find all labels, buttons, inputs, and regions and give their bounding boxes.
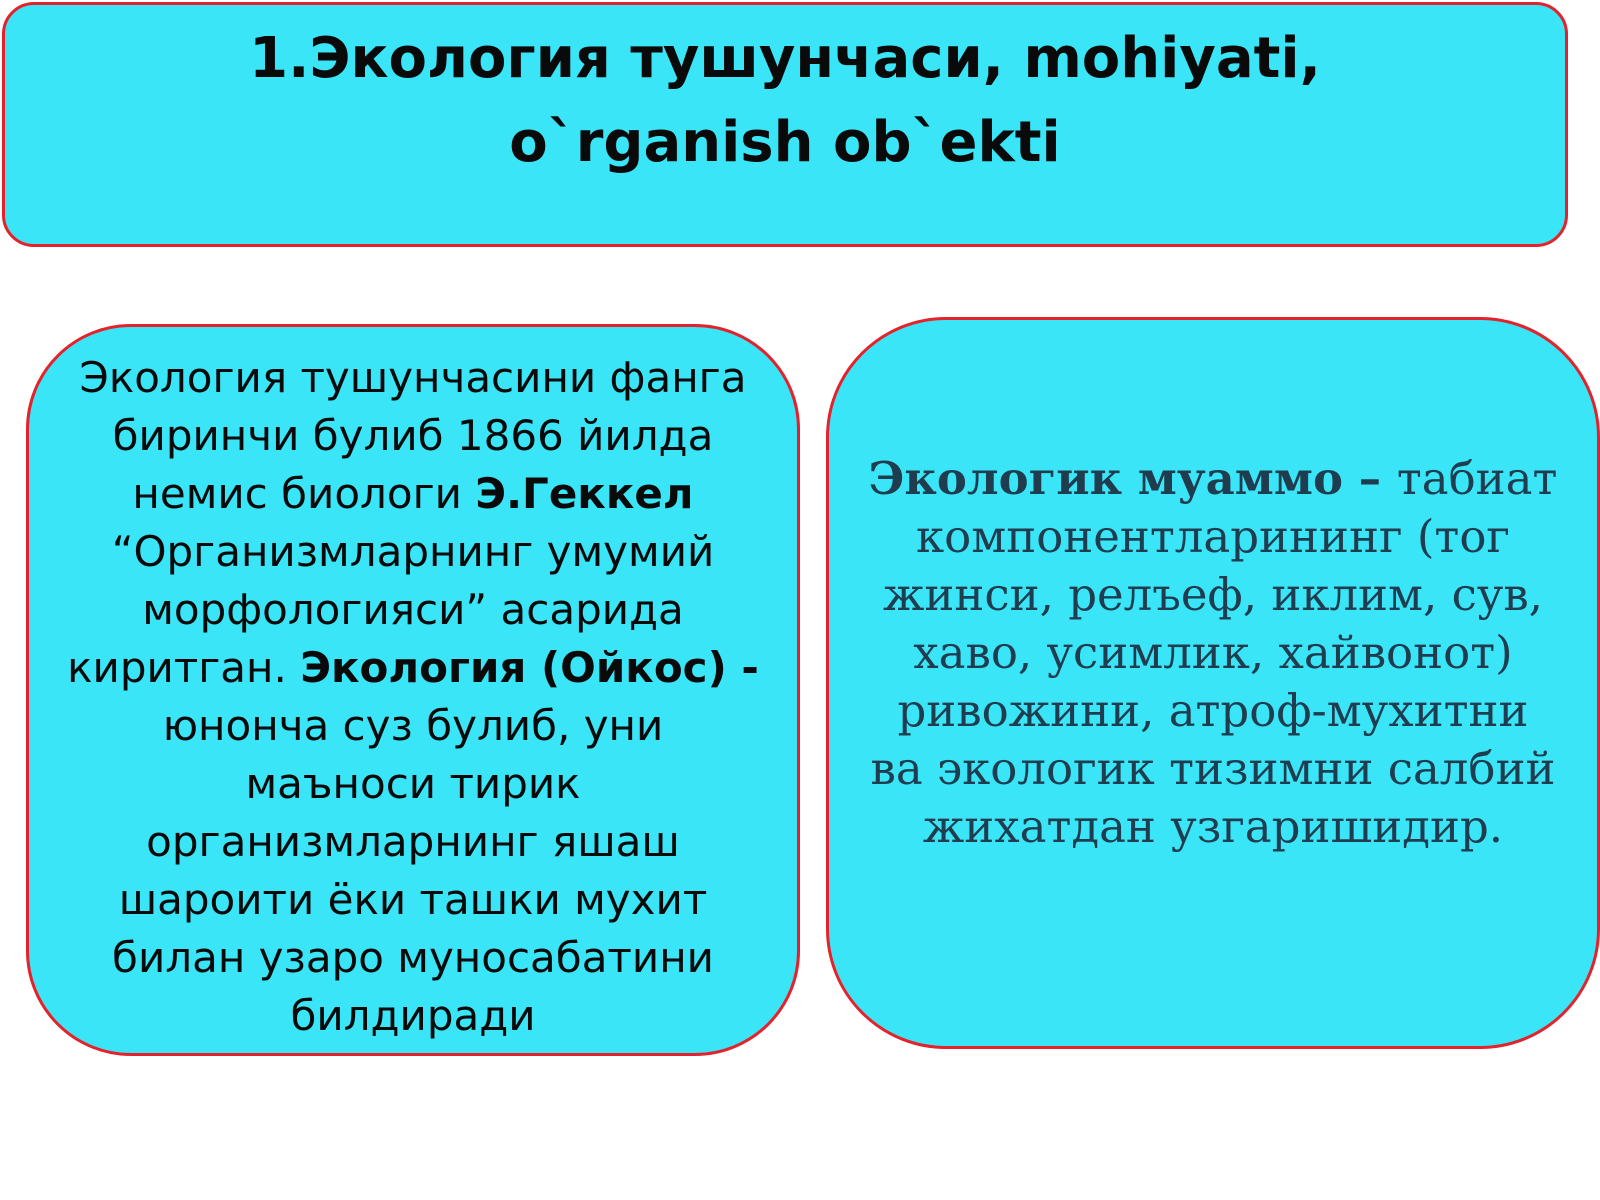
definition-text-part-1: Экология тушунчасини фанга биринчи булиб 1866 йилда немис биологи: [79, 353, 747, 518]
ecological-problem-definition: табиат компонентларининг (тог жинси, релъеф, иклим, сув, хаво, усимлик, хайвонот) ривожини, атроф-мухитни ва экологик тизимни салбий жихатдан узгаришидир.: [870, 452, 1558, 853]
term-dash: –: [1343, 452, 1397, 505]
ecology-term: Экология (Ойкос) -: [300, 643, 759, 692]
title-banner: [2, 2, 1568, 247]
slide-title: 1.Экология тушунчаси, mohiyati, o`rganish ob`ekti: [249, 26, 1321, 175]
ecological-problem-term: Экологик муаммо: [868, 452, 1344, 505]
ecology-definition-card: [26, 324, 800, 1056]
ecological-problem-text: [868, 450, 1558, 856]
definition-text-part-2: “Организмларнинг умумий морфологияси” асарида киритган.: [67, 527, 715, 692]
ecology-definition-text: [63, 349, 763, 1045]
haeckel-name: Э.Геккел: [475, 469, 694, 518]
ecological-problem-card: [826, 317, 1600, 1049]
definition-text-part-3: юнонча суз булиб, уни маъноси тирик организмларнинг яшаш шароити ёки ташки мухит билан узаро муносабатини билдиради: [112, 701, 714, 1040]
